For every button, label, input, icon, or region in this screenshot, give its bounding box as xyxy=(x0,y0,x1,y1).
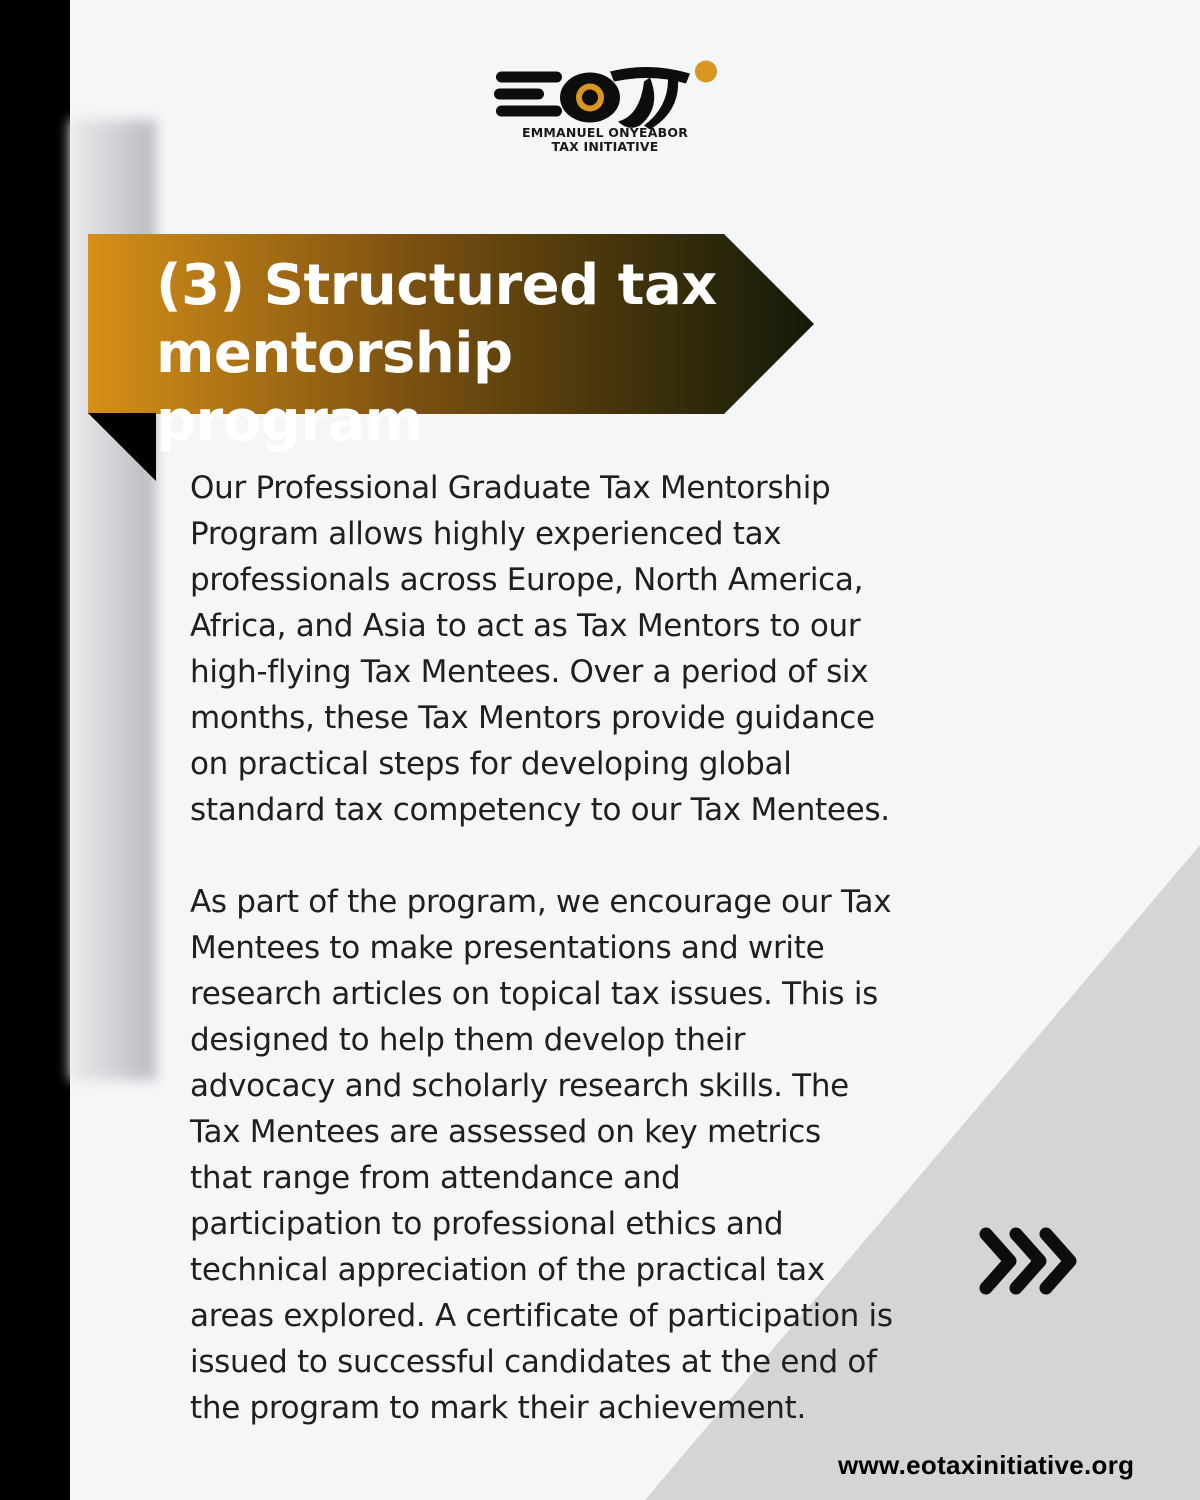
paragraph-2 xyxy=(190,879,980,1431)
p2-line: Mentees to make presentations and write xyxy=(190,930,825,966)
p2-line: As part of the program, we encourage our Tax xyxy=(190,884,892,920)
p2-line: participation to professional ethics and xyxy=(190,1206,784,1242)
p2-line: the program to mark their achievement. xyxy=(190,1390,807,1426)
logo-caption-line2: TAX INITIATIVE xyxy=(551,139,659,154)
p1-line: Africa, and Asia to act as Tax Mentors to our xyxy=(190,608,861,644)
p2-line: research articles on topical tax issues. This is xyxy=(190,976,879,1012)
website-link[interactable]: www.eotaxinitiative.org xyxy=(838,1450,1135,1480)
p2-line: advocacy and scholarly research skills. The xyxy=(190,1068,849,1104)
p1-line: on practical steps for developing global xyxy=(190,746,792,782)
body-text xyxy=(190,465,980,1477)
banner-fold xyxy=(88,413,156,481)
p2-line: issued to successful candidates at the end of xyxy=(190,1344,877,1380)
banner-title xyxy=(156,252,796,456)
p1-line: standard tax competency to our Tax Mentees. xyxy=(190,792,890,828)
banner-title-line1: (3) Structured tax xyxy=(156,253,717,318)
p2-line: technical appreciation of the practical tax xyxy=(190,1252,825,1288)
p2-line: Tax Mentees are assessed on key metrics xyxy=(190,1114,821,1150)
p2-line: that range from attendance and xyxy=(190,1160,681,1196)
p1-line: high-flying Tax Mentees. Over a period of six xyxy=(190,654,869,690)
logo-caption xyxy=(480,126,730,154)
p1-line: Program allows highly experienced tax xyxy=(190,516,782,552)
triple-chevron-right-icon[interactable] xyxy=(976,1224,1082,1298)
banner-title-line2: mentorship program xyxy=(156,321,513,454)
p1-line: Our Professional Graduate Tax Mentorship xyxy=(190,470,831,506)
paragraph-1 xyxy=(190,465,980,833)
p1-line: months, these Tax Mentors provide guidance xyxy=(190,700,875,736)
p2-line: areas explored. A certificate of participation is xyxy=(190,1298,893,1334)
p1-line: professionals across Europe, North America, xyxy=(190,562,864,598)
logo-caption-line1: EMMANUEL ONYEABOR xyxy=(521,125,689,140)
p2-line: designed to help them develop their xyxy=(190,1022,746,1058)
